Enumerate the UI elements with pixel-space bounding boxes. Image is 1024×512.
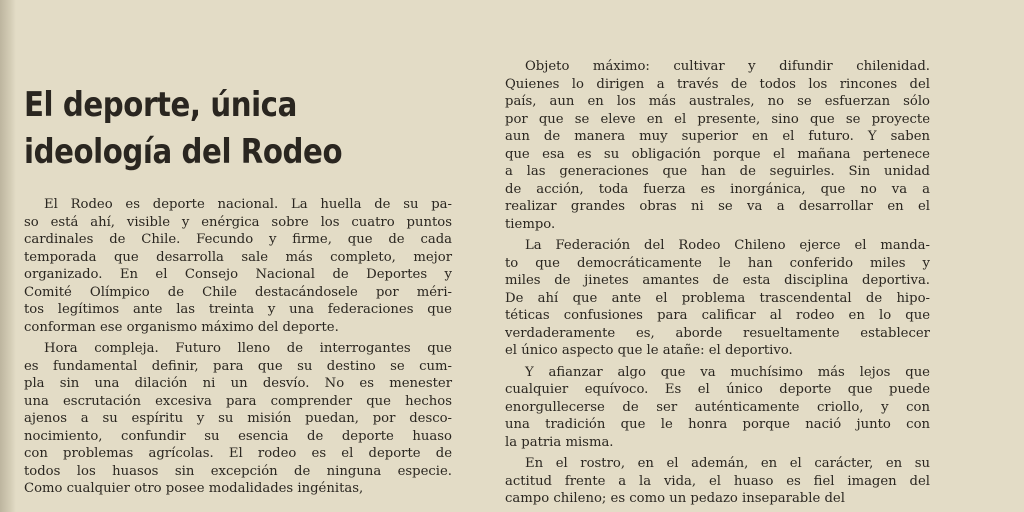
paragraph bbox=[24, 340, 452, 498]
text-line: La Federación del Rodeo Chileno ejerce el manda- bbox=[525, 238, 930, 253]
text-line: téticas confusiones para calificar al rodeo en lo que bbox=[505, 308, 930, 323]
text-line: una tradición que le honra porque nació junto con bbox=[505, 417, 930, 432]
binding-gutter bbox=[0, 0, 16, 512]
right-column bbox=[505, 58, 930, 512]
text-line: pla sin una dilación ni un desvío. No es menester bbox=[24, 376, 452, 391]
text-line: El Rodeo es deporte nacional. La huella de su pa- bbox=[44, 197, 452, 212]
title-line: ideología del Rodeo bbox=[24, 132, 343, 172]
text-line: una escrutación excesiva para comprender que hechos bbox=[24, 393, 452, 409]
paragraph bbox=[505, 364, 930, 452]
text-line: enorgullecerse de ser auténticamente criollo, y con bbox=[505, 399, 930, 415]
text-line: cardinales de Chile. Fecundo y firme, que de cada bbox=[24, 232, 452, 247]
paragraph bbox=[505, 455, 930, 508]
text-line: ajenos a su espíritu y su misión puedan, por desco- bbox=[24, 411, 452, 426]
text-line: el único aspecto que le atañe: el deportivo. bbox=[505, 343, 793, 358]
text-line: Hora compleja. Futuro lleno de interrogantes que bbox=[44, 341, 452, 356]
paragraph bbox=[24, 196, 452, 336]
text-line: que esa es su obligación porque el mañana pertenece bbox=[505, 146, 930, 162]
paragraph bbox=[505, 58, 930, 233]
text-line: aun de manera muy superior en el futuro. Y saben bbox=[505, 129, 930, 144]
left-column bbox=[24, 82, 452, 502]
text-line: verdaderamente es, aborde resueltamente establecer bbox=[505, 325, 930, 341]
text-line: la patria misma. bbox=[505, 434, 614, 450]
paragraph bbox=[505, 237, 930, 360]
title-line: El deporte, única bbox=[24, 85, 297, 125]
text-line: Quienes lo dirigen a través de todos los rincones del bbox=[505, 76, 930, 92]
text-line: con problemas agrícolas. El rodeo es el deporte de bbox=[24, 446, 452, 461]
text-line: temporada que desarrolla sale más completo, mejor bbox=[24, 249, 452, 265]
text-line: to que democráticamente le han conferido miles y bbox=[505, 255, 930, 271]
text-line: organizado. En el Consejo Nacional de Deportes y bbox=[24, 267, 452, 282]
text-line: tos legítimos ante las treinta y una federaciones que bbox=[24, 302, 452, 317]
text-line: cualquier equívoco. Es el único deporte que puede bbox=[505, 382, 930, 397]
text-line: so está ahí, visible y enérgica sobre los cuatro puntos bbox=[24, 214, 452, 230]
text-line: De ahí que ante el problema trascendental de hipo- bbox=[505, 290, 930, 306]
text-line: es fundamental definir, para que su destino se cum- bbox=[24, 358, 452, 374]
text-line: todos los huasos sin excepción de ninguna especie. bbox=[24, 463, 452, 479]
text-line: Y afianzar algo que va muchísimo más lejos que bbox=[525, 364, 930, 380]
text-line: miles de jinetes amantes de esta disciplina deportiva. bbox=[505, 273, 930, 288]
article-title bbox=[24, 82, 368, 176]
text-line: nocimiento, confundir su esencia de deporte huaso bbox=[24, 428, 452, 444]
text-line: Comité Olímpico de Chile destacándosele por méri- bbox=[24, 284, 452, 300]
text-line: actitud frente a la vida, el huaso es fiel imagen del bbox=[505, 473, 930, 489]
text-line: campo chileno; es como un pedazo inseparable del bbox=[505, 491, 845, 506]
text-line: Objeto máximo: cultivar y difundir chilenidad. bbox=[525, 59, 930, 74]
text-line: tiempo. bbox=[505, 216, 556, 232]
text-line: a las generaciones que han de seguirles. Sin unidad bbox=[505, 164, 930, 179]
text-line: En el rostro, en el ademán, en el carácter, en su bbox=[525, 456, 930, 471]
text-line: por que se eleve en el presente, sino que se proyecte bbox=[505, 111, 930, 127]
text-line: realizar grandes obras ni se va a desarrollar en el bbox=[505, 199, 930, 214]
text-line: de acción, toda fuerza es inorgánica, que no va a bbox=[505, 181, 930, 197]
text-line: país, aun en los más australes, no se esfuerzan sólo bbox=[505, 94, 930, 109]
text-line: Como cualquier otro posee modalidades ingénitas, bbox=[24, 481, 364, 496]
text-line: conforman ese organismo máximo del deporte. bbox=[24, 319, 339, 335]
